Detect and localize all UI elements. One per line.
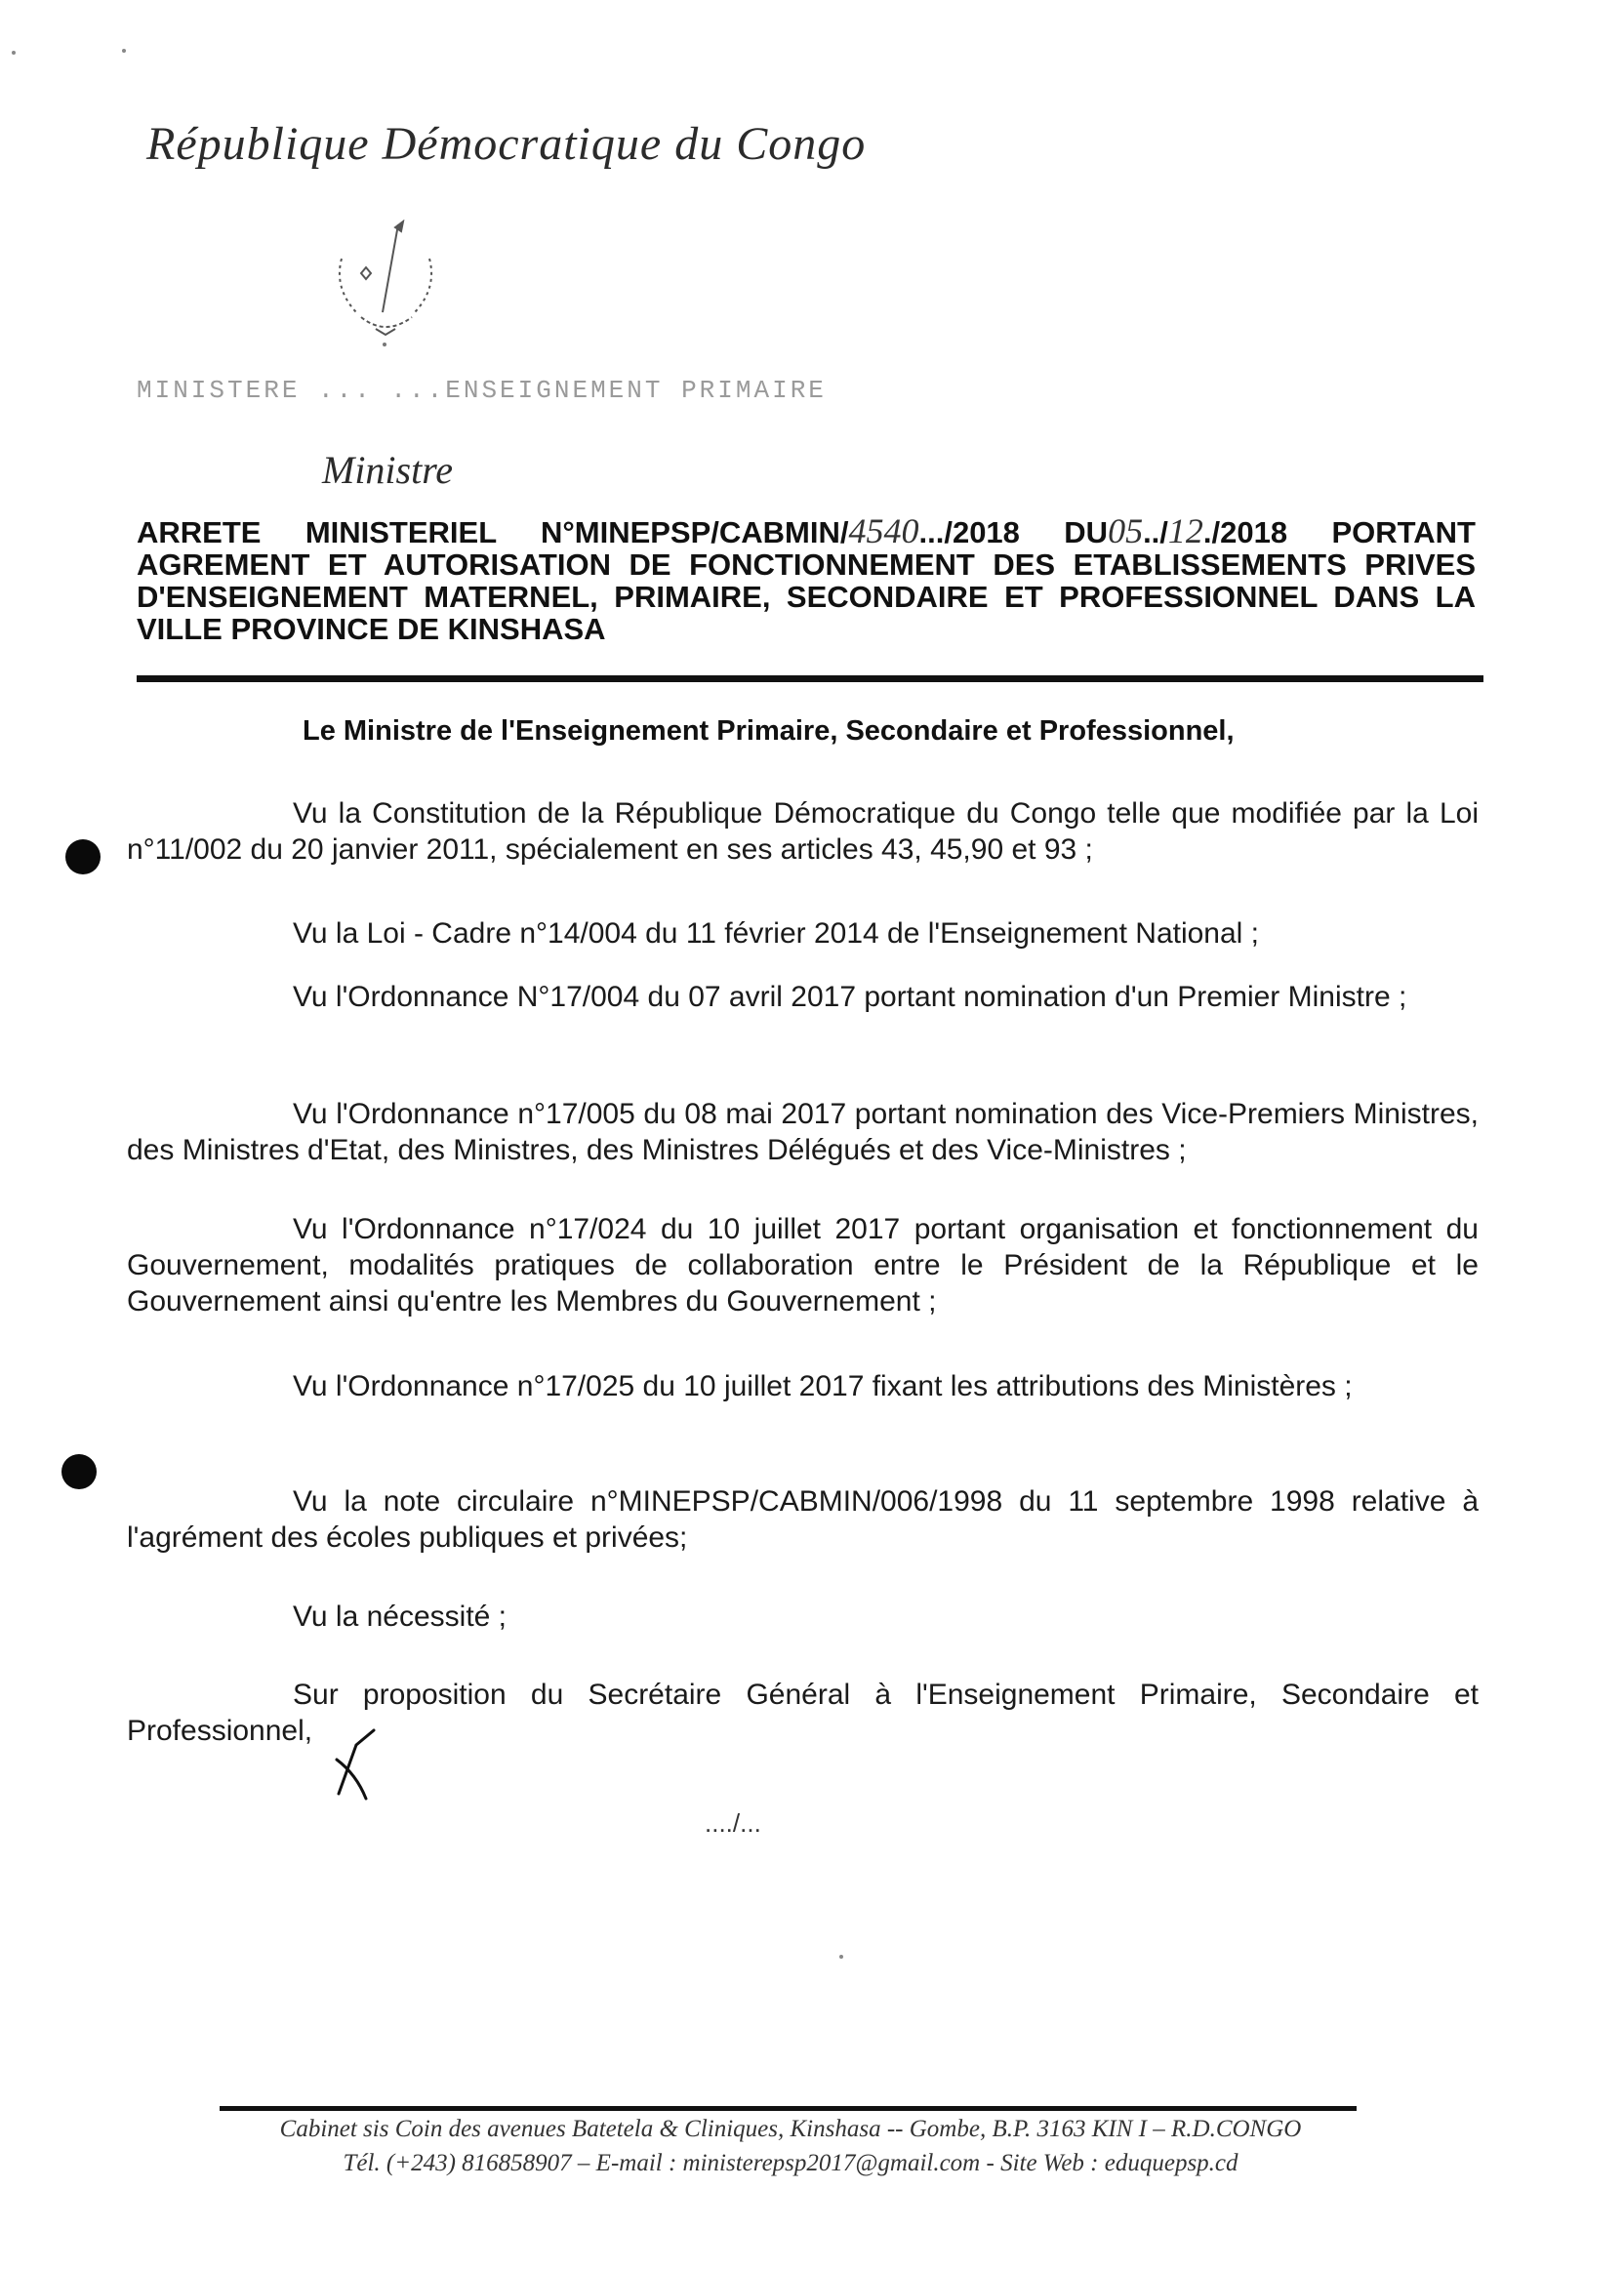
title-mid-2: ../ [1143,515,1168,549]
hole-punch-mark [65,839,101,874]
page-continuation-mark: ..../... [705,1808,761,1838]
minister-subject-line: Le Ministre de l'Enseignement Primaire, Secondaire et Professionnel, [303,715,1235,747]
paragraph-ordonnance-premier-ministre: Vu l'Ordonnance N°17/004 du 07 avril 2017 portant nomination d'un Premier Ministre ; [293,981,1407,1013]
handwritten-initial-signature [327,1725,386,1804]
country-heading: République Démocratique du Congo [146,118,867,170]
footer-rule [220,2106,1357,2111]
ministre-label: Ministre [322,448,454,492]
paragraph-ordonnance-ministeres: Vu l'Ordonnance n°17/025 du 10 juillet 2017 fixant les attributions des Ministères ; [293,1370,1353,1402]
title-suffix: ./2018 PORTANT AGREMENT ET AUTORISATION DE FONCTIONNEMENT DES ETABLISSEMENTS PRIVES D'ENSEIGNEMENT MATERNEL, PRIMAIRE, SECONDAIRE ET PROFESSIONNEL DANS LA VILLE PROVINCE DE KINSHASA [137,515,1476,646]
scan-speck [12,51,16,55]
paragraph-necessite: Vu la nécessité ; [293,1601,508,1633]
footer-contact: Tél. (+243) 816858907 – E-mail : ministerepsp2017@gmail.com - Site Web : eduquepsp.cd [343,2150,1238,2176]
handwritten-decree-number: 4540 [848,511,919,550]
paragraph-ordonnance-vice-premiers: Vu l'Ordonnance n°17/005 du 08 mai 2017 portant nomination des Vice-Premiers Ministres, des Ministres d'Etat, des Ministres, des Ministres Délégués et des Vice-Ministres ; [127,1098,1479,1166]
footer-address: Cabinet sis Coin des avenues Batetela & Cliniques, Kinshasa -- Gombe, B.P. 3163 KIN I – R.D.CONGO [279,2116,1302,2142]
paragraph-ordonnance-gouvernement: Vu l'Ordonnance n°17/024 du 10 juillet 2017 portant organisation et fonctionnement du Gouvernement, modalités pratiques de collaboration entre le Président de la République et le Gouvernement ainsi qu'entre les Membres du Gouvernement ; [127,1213,1479,1317]
title-prefix: ARRETE MINISTERIEL N°MINEPSP/CABMIN/ [137,515,849,549]
handwritten-day: 05 [1108,511,1144,550]
paragraph-proposition: Sur proposition du Secrétaire Général à l'Enseignement Primaire, Secondaire et Professionnel, [127,1679,1479,1747]
title-underline-rule [137,675,1483,682]
title-mid-1: .../2018 DU [918,515,1109,549]
paragraph-constitution: Vu la Constitution de la République Démocratique du Congo telle que modifiée par la Loi n°11/002 du 20 janvier 2011, spécialement en ses articles 43, 45,90 et 93 ; [127,797,1479,866]
ministry-name-faded: MINISTERE ... ...ENSEIGNEMENT PRIMAIRE [137,376,827,405]
coat-of-arms-emblem [322,220,449,346]
paragraph-loi-cadre: Vu la Loi - Cadre n°14/004 du 11 février 2014 de l'Enseignement National ; [293,917,1260,950]
scan-speck [122,49,126,53]
handwritten-month: 12 [1167,511,1203,550]
paragraph-note-circulaire: Vu la note circulaire n°MINEPSP/CABMIN/006/1998 du 11 septembre 1998 relative à l'agrément des écoles publiques et privées; [127,1485,1479,1554]
hole-punch-mark [61,1454,97,1489]
decree-title [137,511,1476,646]
scan-speck [839,1955,843,1959]
